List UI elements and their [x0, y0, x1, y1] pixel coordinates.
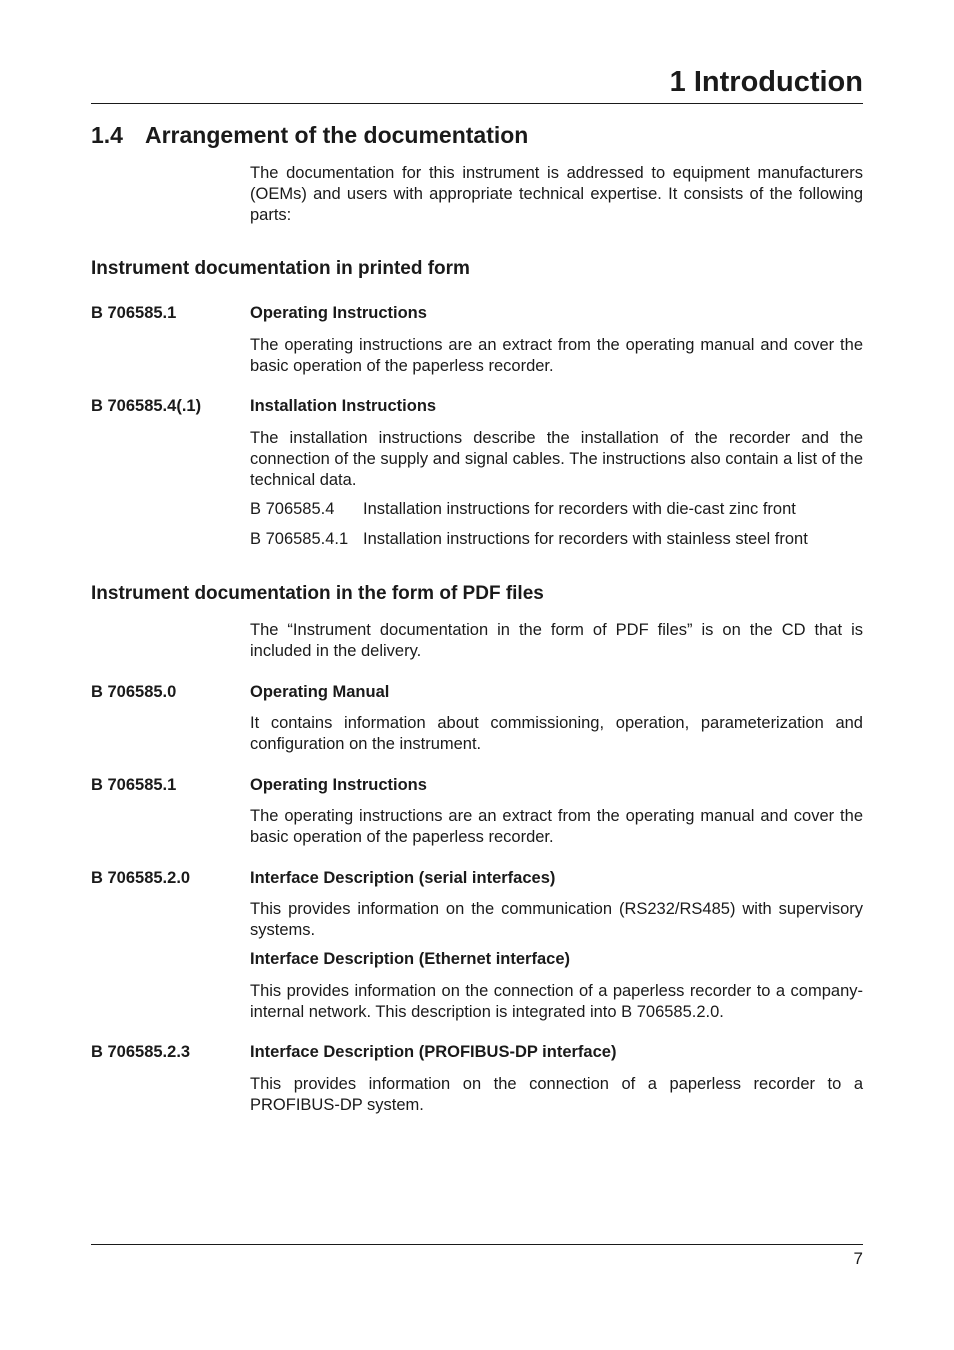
header-rule	[91, 103, 863, 104]
doc-code: B 706585.4(.1)	[91, 397, 202, 415]
doc-code: B 706585.1	[91, 304, 177, 322]
doc-description: This provides information on the connection of a paperless recorder to a company-internal network. This description is integrated into B 706585.2.0.	[250, 982, 863, 1021]
doc-title: Operating Manual	[250, 683, 390, 701]
sub-document-item	[250, 530, 808, 549]
sub-document-code: B 706585.4.1	[250, 530, 349, 548]
doc-title: Interface Description (serial interfaces)	[250, 869, 556, 887]
doc-code: B 706585.2.3	[91, 1043, 191, 1061]
pdf-heading: Instrument documentation in the form of PDF files	[91, 583, 544, 604]
doc-description: The operating instructions are an extract from the operating manual and cover the basic operation of the paperless recorder.	[250, 336, 863, 375]
sub-document-code: B 706585.4	[250, 500, 335, 518]
doc-description: This provides information on the connection of a paperless recorder to a PROFIBUS-DP system.	[250, 1075, 863, 1114]
doc-title: Operating Instructions	[250, 304, 427, 322]
doc-code: B 706585.1	[91, 776, 177, 794]
sub-document-text: Installation instructions for recorders with stainless steel front	[363, 530, 808, 548]
section-title-text: Arrangement of the documentation	[145, 122, 529, 148]
chapter-title: 1 Introduction	[669, 66, 863, 98]
pdf-intro: The “Instrument documentation in the form of PDF files” is on the CD that is included in the delivery.	[250, 621, 863, 660]
doc-description: This provides information on the communication (RS232/RS485) with supervisory systems.	[250, 900, 863, 939]
printed-heading: Instrument documentation in printed form	[91, 258, 470, 279]
sub-document-item	[250, 500, 796, 519]
sub-document-text: Installation instructions for recorders with die-cast zinc front	[363, 500, 796, 518]
doc-code: B 706585.2.0	[91, 869, 191, 887]
doc-title: Operating Instructions	[250, 776, 427, 794]
doc-code: B 706585.0	[91, 683, 177, 701]
doc-description: The installation instructions describe the installation of the recorder and the connection of the supply and signal cables. The instructions also contain a list of the technical data.	[250, 429, 863, 489]
section-intro: The documentation for this instrument is addressed to equipment manufacturers (OEMs) and users with appropriate technical expertise. It consists of the following parts:	[250, 164, 863, 224]
doc-description: It contains information about commissioning, operation, parameterization and configuration on the instrument.	[250, 714, 863, 753]
section-number: 1.4	[91, 122, 123, 148]
doc-title: Interface Description (PROFIBUS-DP interface)	[250, 1043, 617, 1061]
section-title	[91, 122, 528, 149]
footer-rule	[91, 1244, 863, 1245]
page-number: 7	[853, 1249, 863, 1268]
doc-subtitle: Interface Description (Ethernet interface)	[250, 950, 570, 968]
doc-description: The operating instructions are an extract from the operating manual and cover the basic operation of the paperless recorder.	[250, 807, 863, 846]
doc-title: Installation Instructions	[250, 397, 437, 415]
